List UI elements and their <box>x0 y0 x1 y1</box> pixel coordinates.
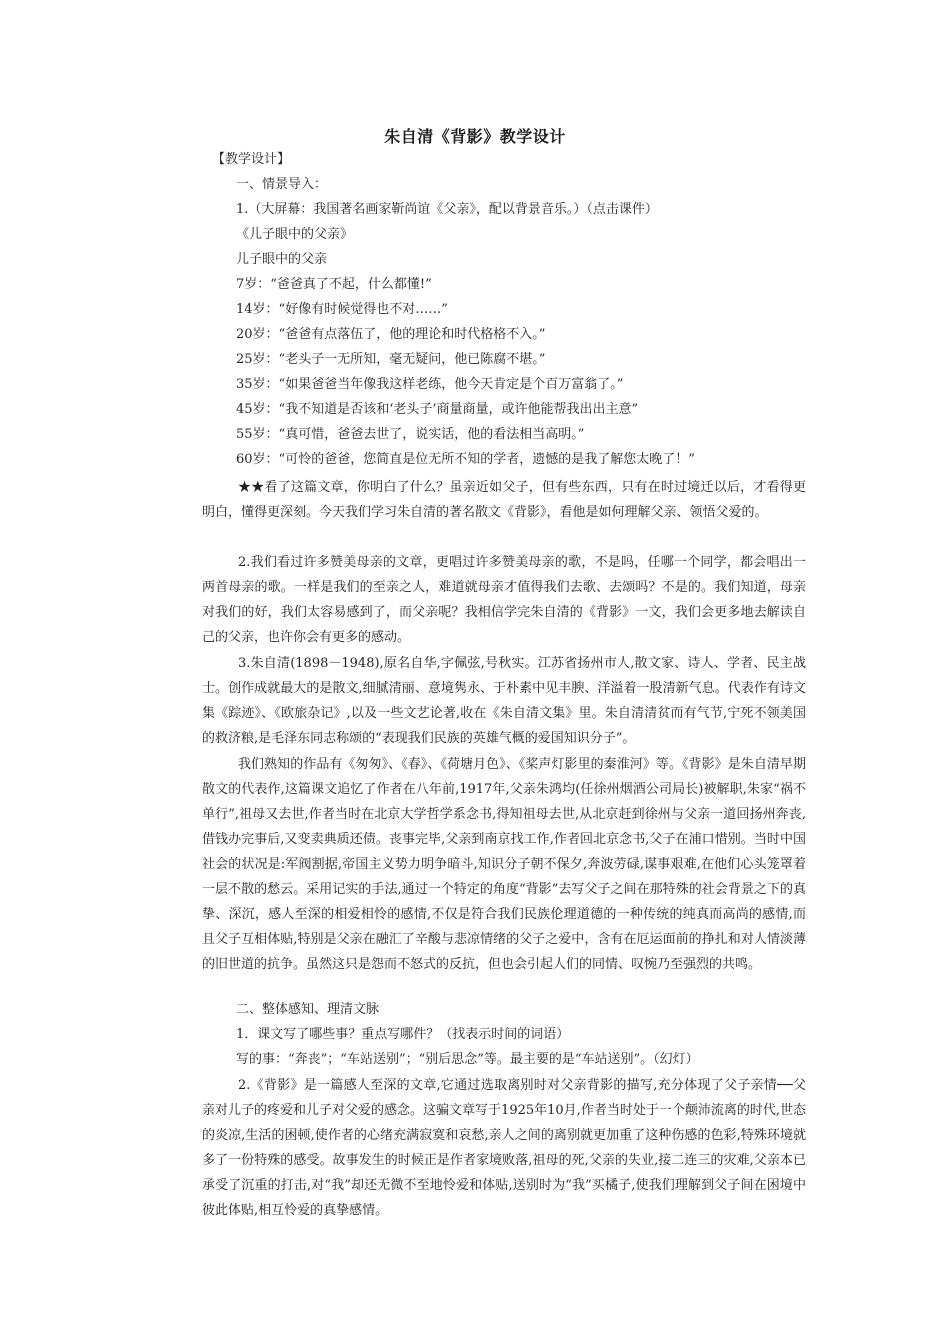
paragraph-3: 3.朱自清(1898－1948),原名自华,字佩弦,号秋实。江苏省扬州市人,散文家、诗人、学者、民主战士。创作成就最大的是散文,细腻清丽、意境隽永、于朴素中见丰腴、洋溢着一股清新气息。代表作有诗文集《踪迹》、《欧旅杂记》,以及一些文艺论著,收在《朱自清文集》里。朱自清清贫而有气节,宁死不领美国的救济粮,是毛泽东同志称颂的“表现我们民族的英雄气概的爱国知识分子”。 <box>202 656 806 746</box>
age-line: 60岁：“可怜的爸爸，您简直是位无所不知的学者，遗憾的是我了解您太晚了！” <box>236 452 695 467</box>
paragraph-5: 2.《背影》是一篇感人至深的文章,它通过选取离别时对父亲背影的描写,充分体现了父子亲情──父亲对儿子的疼爱和儿子对父爱的感念。这骗文章写于1925年10月,作者当时处于一个颠沛流离的时代,世态的炎凉,生活的困顿,使作者的心绪充满寂寞和哀愁,亲人之间的离别就更加重了这种伤感的色彩,特殊环境就多了一份特殊的感受。故事发生的时候正是作者家境败落,祖母的死,父亲的失业,接二连三的灾难,父亲本已承受了沉重的打击,对“我”却还无微不至地怜爱和体贴,送别时为“我”买橘子,使我们理解到父子间在困境中彼此体贴,相互怜爱的真挚感情。 <box>202 1078 806 1218</box>
age-line: 14岁：“好像有时候觉得也不对……” <box>236 302 448 317</box>
paragraph-4: 我们熟知的作品有《匆匆》、《春》、《荷塘月色》、《桨声灯影里的秦淮河》等。《背影》是朱自清早期散文的代表作,这篇课文追忆了作者在八年前,1917年,父亲朱鸿均(任徐州烟酒公司局长)被解职,朱家“祸不单行”,祖母又去世,作者当时在北京大学哲学系念书,得知祖母去世,从北京赶到徐州与父亲一道回扬州奔丧,借钱办完事后,又变卖典质还债。丧事完毕,父亲到南京找工作,作者回北京念书,父子在浦口惜别。当时中国社会的状况是:军阀割据,帝国主义势力明争暗斗,知识分子朝不保夕,奔波劳碌,谋事艰难,在他们心头笼罩着一层不散的愁云。采用记实的手法,通过一个特定的角度“背影”去写父子之间在那特殊的社会背景之下的真挚、深沉，感人至深的相爱相怜的感情,不仅是符合我们民族伦理道德的一种传统的纯真而高尚的感情,而且父子互相体贴,特别是父亲在融汇了辛酸与悲凉情绪的父子之爱中，含有在厄运面前的挣扎和对人情淡薄的旧世道的抗争。虽然这只是怨而不怒式的反抗，但也会引起人们的同情、叹惋乃至强烈的共鸣。 <box>202 757 806 972</box>
paragraph-2: 2.我们看过许多赞美母亲的文章，更唱过许多赞美母亲的歌，不是吗，任哪一个同学，都会唱出一两首母亲的歌。一样是我们的至亲之人，难道就母亲才值得我们去歌、去颂吗？不是的。我们知道，母亲对我们的好，我们太容易感到了，而父亲呢？我相信学完朱自清的《背影》一文，我们会更多地去解读自己的父亲，也许你会有更多的感动。 <box>202 555 806 645</box>
age-line: 7岁：“爸爸真了不起，什么都懂!” <box>236 277 432 292</box>
age-line: 35岁：“如果爸爸当年像我这样老练，他今天肯定是个百万富翁了。” <box>236 377 624 392</box>
poem-title-quoted: 《儿子眼中的父亲》 <box>236 227 354 242</box>
poem-title: 儿子眼中的父亲 <box>236 252 328 267</box>
heading-intro: 一、情景导入： <box>236 177 328 192</box>
age-line: 25岁：“老头子一无所知，毫无疑问，他已陈腐不堪。” <box>236 352 546 367</box>
question-1: 1．课文写了哪些事？重点写哪件？（找表示时间的词语） <box>236 1027 570 1042</box>
section-label: 【教学设计】 <box>212 152 291 167</box>
intro-item-1: 1.（大屏幕：我国著名画家靳尚谊《父亲》，配以背景音乐。）（点击课件） <box>236 202 658 217</box>
paragraph-star: ★★看了这篇文章，你明白了什么？虽亲近如父子，但有些东西，只有在时过境迁以后，才看得更明白，懂得更深刻。今天我们学习朱自清的著名散文《背影》，看他是如何理解父亲、领悟父爱的。 <box>202 480 806 520</box>
answer-1: 写的事：“奔丧”；“车站送别”；“别后思念”等。最主要的是“车站送别”。（幻灯） <box>236 1052 699 1067</box>
age-line: 45岁：“我不知道是否该和‘老头子’商量商量，或许他能帮我出出主意” <box>236 402 639 417</box>
heading-overview: 二、整体感知、理清文脉 <box>236 1002 380 1017</box>
age-line: 20岁：“爸爸有点落伍了，他的理论和时代格格不入。” <box>236 327 546 342</box>
age-line: 55岁：“真可惜，爸爸去世了，说实话，他的看法相当高明。” <box>236 427 585 442</box>
document-title: 朱自清《背影》教学设计 <box>384 127 566 146</box>
